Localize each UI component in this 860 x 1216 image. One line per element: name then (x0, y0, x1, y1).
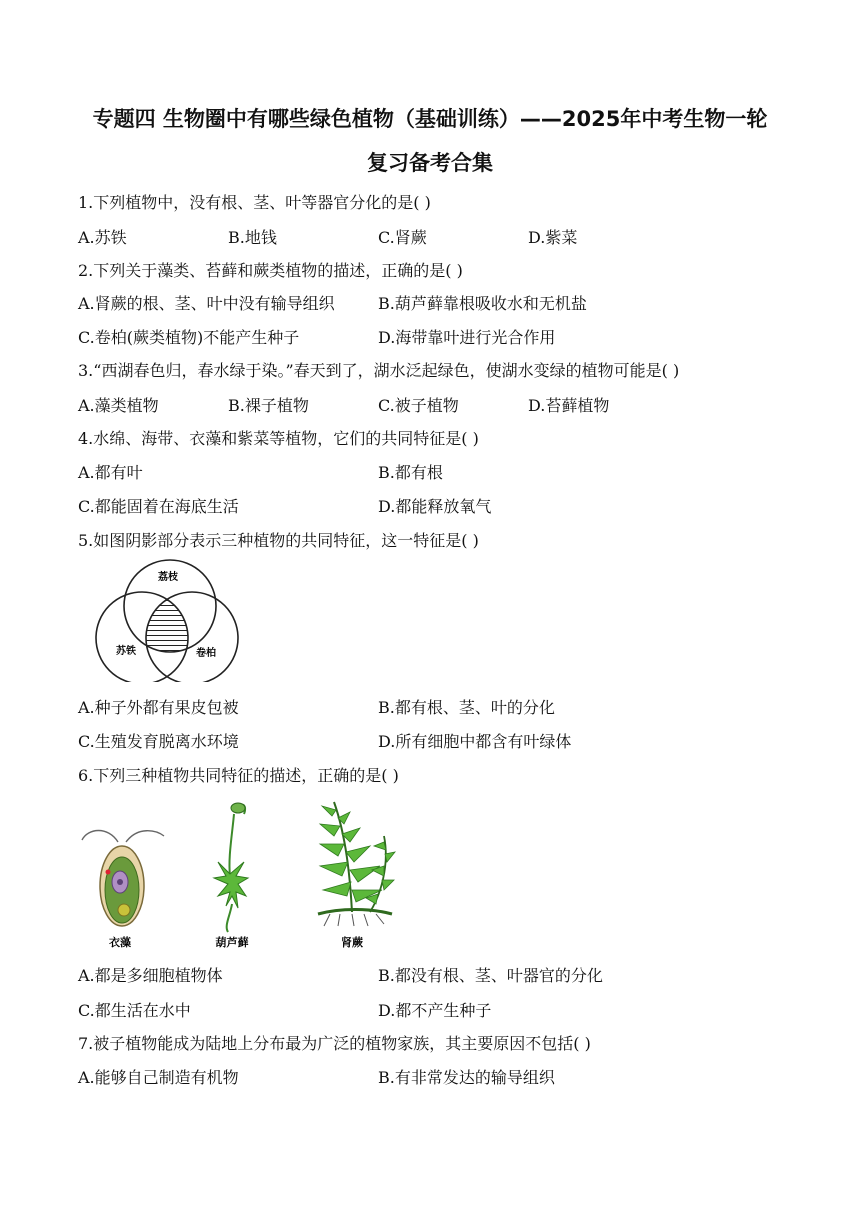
venn-diagram (80, 558, 250, 682)
q7-option-a: A.能够自己制造有机物 (78, 1068, 239, 1087)
q5-option-c: C.生殖发育脱离水环境 (78, 732, 239, 751)
q5-option-b: B.都有根、茎、叶的分化 (378, 698, 555, 717)
fern-label: 肾蕨 (341, 936, 363, 949)
q3-option-b: B.裸子植物 (228, 396, 309, 415)
question-5-stem: 5.如图阴影部分表示三种植物的共同特征，这一特征是( ) (78, 531, 479, 550)
q5-option-a: A.种子外都有果皮包被 (78, 698, 239, 717)
q4-option-c: C.都能固着在海底生活 (78, 497, 239, 516)
q4-option-a: A.都有叶 (78, 463, 143, 482)
q1-option-d: D.紫菜 (528, 228, 578, 247)
q4-option-d: D.都能释放氧气 (378, 497, 492, 516)
q2-option-a: A.肾蕨的根、茎、叶中没有输导组织 (78, 294, 335, 313)
question-3-stem: 3.“西湖春色归，春水绿于染。”春天到了，湖水泛起绿色，使湖水变绿的植物可能是( ) (78, 361, 680, 380)
q2-option-d: D.海带靠叶进行光合作用 (378, 328, 556, 347)
fern-illustration (300, 796, 400, 952)
question-7-stem: 7.被子植物能成为陆地上分布最为广泛的植物家族，其主要原因不包括( ) (78, 1034, 591, 1053)
chlamydomonas-illustration (78, 822, 168, 952)
q6-option-c: C.都生活在水中 (78, 1001, 191, 1020)
moss-label: 葫芦藓 (215, 936, 249, 949)
page-title-line-2: 复习备考合集 (367, 151, 493, 175)
venn-label-cycad: 苏铁 (116, 646, 136, 657)
chlamydomonas-label: 衣藻 (109, 936, 131, 949)
q4-option-b: B.都有根 (378, 463, 443, 482)
question-2-stem: 2.下列关于藻类、苔藓和蕨类植物的描述，正确的是( ) (78, 261, 463, 280)
venn-label-selaginella: 卷柏 (196, 648, 216, 659)
q7-option-b: B.有非常发达的输导组织 (378, 1068, 555, 1087)
question-6-stem: 6.下列三种植物共同特征的描述，正确的是( ) (78, 766, 399, 785)
q1-option-a: A.苏铁 (78, 228, 127, 247)
question-1-stem: 1.下列植物中，没有根、茎、叶等器官分化的是( ) (78, 193, 431, 212)
page-title-line-1: 专题四 生物圈中有哪些绿色植物（基础训练）——2025年中考生物一轮 (92, 107, 768, 131)
q3-option-c: C.被子植物 (378, 396, 459, 415)
q3-option-d: D.苔藓植物 (528, 396, 610, 415)
venn-label-litchi: 荔枝 (158, 572, 178, 583)
q3-option-a: A.藻类植物 (78, 396, 159, 415)
q5-option-d: D.所有细胞中都含有叶绿体 (378, 732, 572, 751)
q6-option-b: B.都没有根、茎、叶器官的分化 (378, 966, 603, 985)
question-4-stem: 4.水绵、海带、衣藻和紫菜等植物，它们的共同特征是( ) (78, 429, 479, 448)
q2-option-b: B.葫芦藓靠根吸收水和无机盐 (378, 294, 587, 313)
q6-option-d: D.都不产生种子 (378, 1001, 492, 1020)
q1-option-b: B.地钱 (228, 228, 277, 247)
q2-option-c: C.卷柏(蕨类植物)不能产生种子 (78, 328, 300, 347)
moss-illustration (200, 796, 260, 952)
q1-option-c: C.肾蕨 (378, 228, 427, 247)
q6-option-a: A.都是多细胞植物体 (78, 966, 223, 985)
